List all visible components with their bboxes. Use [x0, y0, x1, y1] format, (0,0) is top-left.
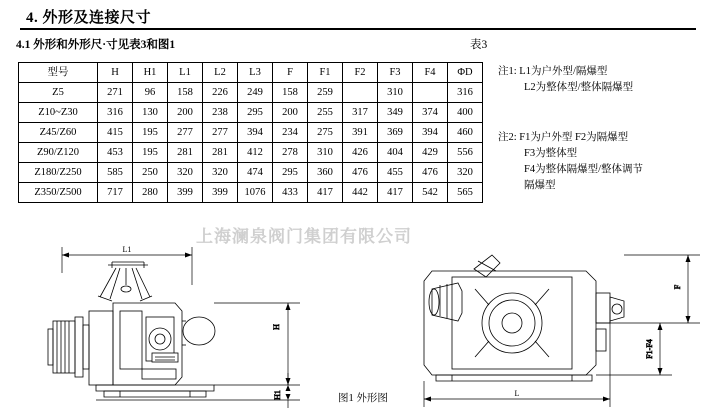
table-row	[19, 123, 483, 143]
table-cell: 1076	[238, 183, 273, 203]
table-header-cell: H1	[133, 63, 168, 83]
table-cell: 310	[308, 143, 343, 163]
table-cell: 316	[448, 83, 483, 103]
note-line: 注1: L1为户外型/隔爆型	[498, 66, 608, 77]
dimension-F	[596, 255, 700, 323]
figure-drawings	[0, 225, 716, 410]
table-header-cell: 型号	[19, 63, 98, 83]
table-cell: 417	[378, 183, 413, 203]
table-cell: 280	[133, 183, 168, 203]
table-cell: 320	[168, 163, 203, 183]
table-cell: 238	[203, 103, 238, 123]
table-cell: 130	[133, 103, 168, 123]
note-line: L2为整体型/整体隔爆型	[524, 82, 634, 93]
table-cell: 360	[308, 163, 343, 183]
table-cell: 415	[98, 123, 133, 143]
table-cell: 426	[343, 143, 378, 163]
table-cell: 460	[448, 123, 483, 143]
table-cell: 200	[273, 103, 308, 123]
table-cell: 96	[133, 83, 168, 103]
note-line: F3为整体型	[524, 148, 578, 159]
motor-body	[48, 317, 89, 377]
page-title: 4. 外形及连接尺寸	[26, 10, 152, 26]
table-cell: 474	[238, 163, 273, 183]
watermark-text: 上海澜泉阀门集团有限公司	[196, 227, 412, 246]
table-header-cell: L1	[168, 63, 203, 83]
table-cell: 369	[378, 123, 413, 143]
table-cell: 565	[448, 183, 483, 203]
table-cell: 404	[378, 143, 413, 163]
table-cell: 320	[203, 163, 238, 183]
table-cell: 429	[413, 143, 448, 163]
table-cell: 391	[343, 123, 378, 143]
table-cell: 433	[273, 183, 308, 203]
table-cell-model: Z350/Z500	[19, 183, 98, 203]
nameplate	[152, 353, 178, 362]
table-cell: 412	[238, 143, 273, 163]
table-cell: 158	[168, 83, 203, 103]
table-header-cell: F1	[308, 63, 343, 83]
top-view-base	[436, 375, 592, 381]
table-cell: 476	[343, 163, 378, 183]
table-cell: 316	[98, 103, 133, 123]
table-cell: 717	[98, 183, 133, 203]
table-cell-model: Z90/Z120	[19, 143, 98, 163]
table-cell: 277	[168, 123, 203, 143]
handwheel-assembly	[98, 262, 152, 301]
label-H1: H1	[273, 390, 282, 400]
note-2	[498, 130, 643, 194]
table-cell: 281	[168, 143, 203, 163]
table-cell: 400	[448, 103, 483, 123]
table-header-cell: L2	[203, 63, 238, 83]
table-header-cell: F2	[343, 63, 378, 83]
label-L1: L1	[122, 245, 132, 254]
dimension-H	[214, 303, 300, 385]
table-cell: 277	[203, 123, 238, 143]
table-cell: 320	[448, 163, 483, 183]
table-header-cell: H	[98, 63, 133, 83]
dimensions-table	[18, 62, 483, 203]
subsection-title: 4.1 外形和外形尺·寸见表3和图1	[16, 39, 176, 51]
top-view-handwheel	[474, 255, 500, 277]
table-cell: 158	[273, 83, 308, 103]
table-cell-model: Z45/Z60	[19, 123, 98, 143]
table-cell: 349	[378, 103, 413, 123]
gearbox-body	[89, 303, 215, 385]
table-cell	[343, 83, 378, 103]
table-row	[19, 183, 483, 203]
label-L: L	[514, 389, 520, 398]
note-line: 注2: F1为户外型 F2为隔爆型	[498, 132, 629, 143]
outline-drawing-svg	[0, 225, 716, 410]
table-cell: 271	[98, 83, 133, 103]
table-cell: 317	[343, 103, 378, 123]
note-1	[498, 64, 633, 96]
table-cell: 585	[98, 163, 133, 183]
table-caption: 表3	[470, 39, 488, 51]
table-row	[19, 103, 483, 123]
table-cell: 249	[238, 83, 273, 103]
table-cell: 455	[378, 163, 413, 183]
base-flange	[96, 385, 214, 400]
note-line: F4为整体隔爆型/整体调节	[524, 164, 644, 175]
label-F1-F4: F1-F4	[645, 339, 654, 359]
table-cell-model: Z180/Z250	[19, 163, 98, 183]
table-cell	[413, 83, 448, 103]
table-cell: 234	[273, 123, 308, 143]
table-row	[19, 143, 483, 163]
note-line: 隔爆型	[524, 180, 556, 191]
table-cell: 259	[308, 83, 343, 103]
table-row	[19, 83, 483, 103]
table-cell: 417	[308, 183, 343, 203]
table-cell: 442	[343, 183, 378, 203]
label-H: H	[272, 324, 281, 330]
table-cell: 310	[378, 83, 413, 103]
table-row	[19, 163, 483, 183]
table-header-cell: L3	[238, 63, 273, 83]
table-header-cell: F4	[413, 63, 448, 83]
table-cell: 195	[133, 123, 168, 143]
dimension-F1-F4	[596, 323, 672, 375]
table-cell-model: Z5	[19, 83, 98, 103]
figure-caption: 图1 外形图	[338, 393, 388, 404]
table-header-cell: ΦD	[448, 63, 483, 83]
table-cell: 399	[168, 183, 203, 203]
label-F: F	[673, 284, 682, 290]
table-cell: 374	[413, 103, 448, 123]
table-header-row	[19, 63, 483, 83]
table-cell: 281	[203, 143, 238, 163]
table-cell: 556	[448, 143, 483, 163]
table-cell: 250	[133, 163, 168, 183]
table-cell: 200	[168, 103, 203, 123]
table-cell: 255	[308, 103, 343, 123]
table-cell: 226	[203, 83, 238, 103]
title-divider	[20, 28, 696, 30]
table-cell: 278	[273, 143, 308, 163]
top-view-motor	[429, 283, 462, 321]
table-cell: 275	[308, 123, 343, 143]
table-cell: 394	[413, 123, 448, 143]
top-view-body	[424, 271, 596, 375]
table-cell: 399	[203, 183, 238, 203]
table-cell: 195	[133, 143, 168, 163]
table-cell: 394	[238, 123, 273, 143]
table-cell: 295	[238, 103, 273, 123]
table-cell-model: Z10~Z30	[19, 103, 98, 123]
table-cell: 542	[413, 183, 448, 203]
table-cell: 476	[413, 163, 448, 183]
table-cell: 295	[273, 163, 308, 183]
table-cell: 453	[98, 143, 133, 163]
table-header-cell: F3	[378, 63, 413, 83]
table-header-cell: F	[273, 63, 308, 83]
